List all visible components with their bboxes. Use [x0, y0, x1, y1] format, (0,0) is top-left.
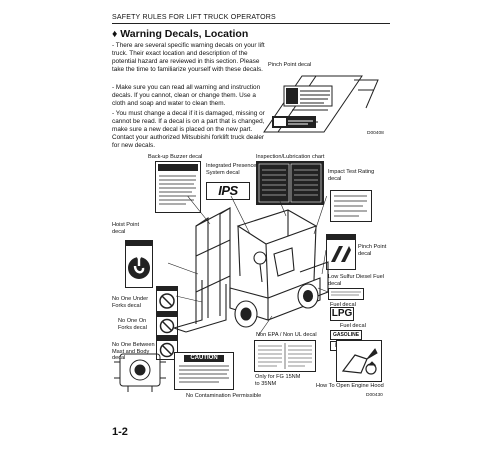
paragraph-3: - You must change a decal if it is damaged, missing or cannot be read. If a decal is on a part that is changed, make sure a new decal is placed on the new part. Contact your authorized Mitsubishi forklift truck dealer for new decals. [112, 110, 265, 150]
no-between-label: No One Between Mast and Body decal [112, 342, 155, 362]
gasoline-badge: GASOLINE [330, 330, 362, 340]
forklift-illustration [168, 196, 338, 336]
lpg-badge: LPG [331, 308, 353, 319]
hoist-point-decal [125, 240, 153, 288]
figure1-code: D00408 [367, 131, 384, 136]
paragraph-2: - Make sure you can read all warning and instruction decals. If you cannot, clean or change them. Use a cloth and soap and water to clean them. [112, 84, 261, 108]
low-sulfur-label: Low Sulfur Diesel Fuel decal [328, 274, 384, 287]
mast-pinch-illustration [258, 70, 390, 140]
section-title: ♦ Warning Decals, Location [112, 28, 249, 40]
caution-banner: CAUTION [184, 355, 224, 362]
fuel-label-lpg: Fuel decal [330, 302, 356, 308]
integrated-presence-label: Integrated Presence System decal [206, 163, 257, 176]
fuel-label: Fuel decal [340, 323, 366, 329]
hook-icon [126, 246, 152, 286]
header-rule [112, 23, 390, 24]
running-header: SAFETY RULES FOR LIFT TRUCK OPERATORS [112, 14, 276, 21]
non-epa-label: Non EPA / Non UL decal [256, 332, 317, 338]
pinch-point-right-label: Pinch Point decal [358, 244, 387, 257]
figure2-code: D00430 [366, 393, 383, 398]
no-on-forks-label: No One On Forks decal [118, 318, 147, 331]
non-epa-decal [254, 340, 316, 372]
paragraph-1: - There are several specific warning decals on your lift truck. Their exact location and description of the potential hazard are reviewed in this section. Please take the time to familiarize yourself with these decals. [112, 42, 265, 74]
radiator-cap-illustration [114, 348, 168, 394]
engine-hood-decal [336, 340, 382, 382]
impact-test-label: Impact Test Rating decal [328, 169, 375, 182]
caution-decal [174, 352, 234, 390]
engine-hood-label: How To Open Engine Hood [316, 383, 384, 389]
pinch-point-label: Pinch Point decal [268, 62, 312, 68]
no-contamination-label: No Contamination Permissible [186, 393, 262, 399]
only-for-label: Only for FG 15NM to 35NM [255, 374, 301, 387]
page-number: 1-2 [112, 426, 128, 438]
backup-buzzer-label: Back-up Buzzer decal [148, 154, 203, 160]
hoist-point-label: Hoist Point decal [112, 222, 140, 235]
inspection-chart-label: Inspection/Lubrication chart [256, 154, 325, 160]
ips-decal: IPS [206, 182, 250, 200]
no-under-forks-label: No One Under Forks decal [112, 296, 149, 309]
